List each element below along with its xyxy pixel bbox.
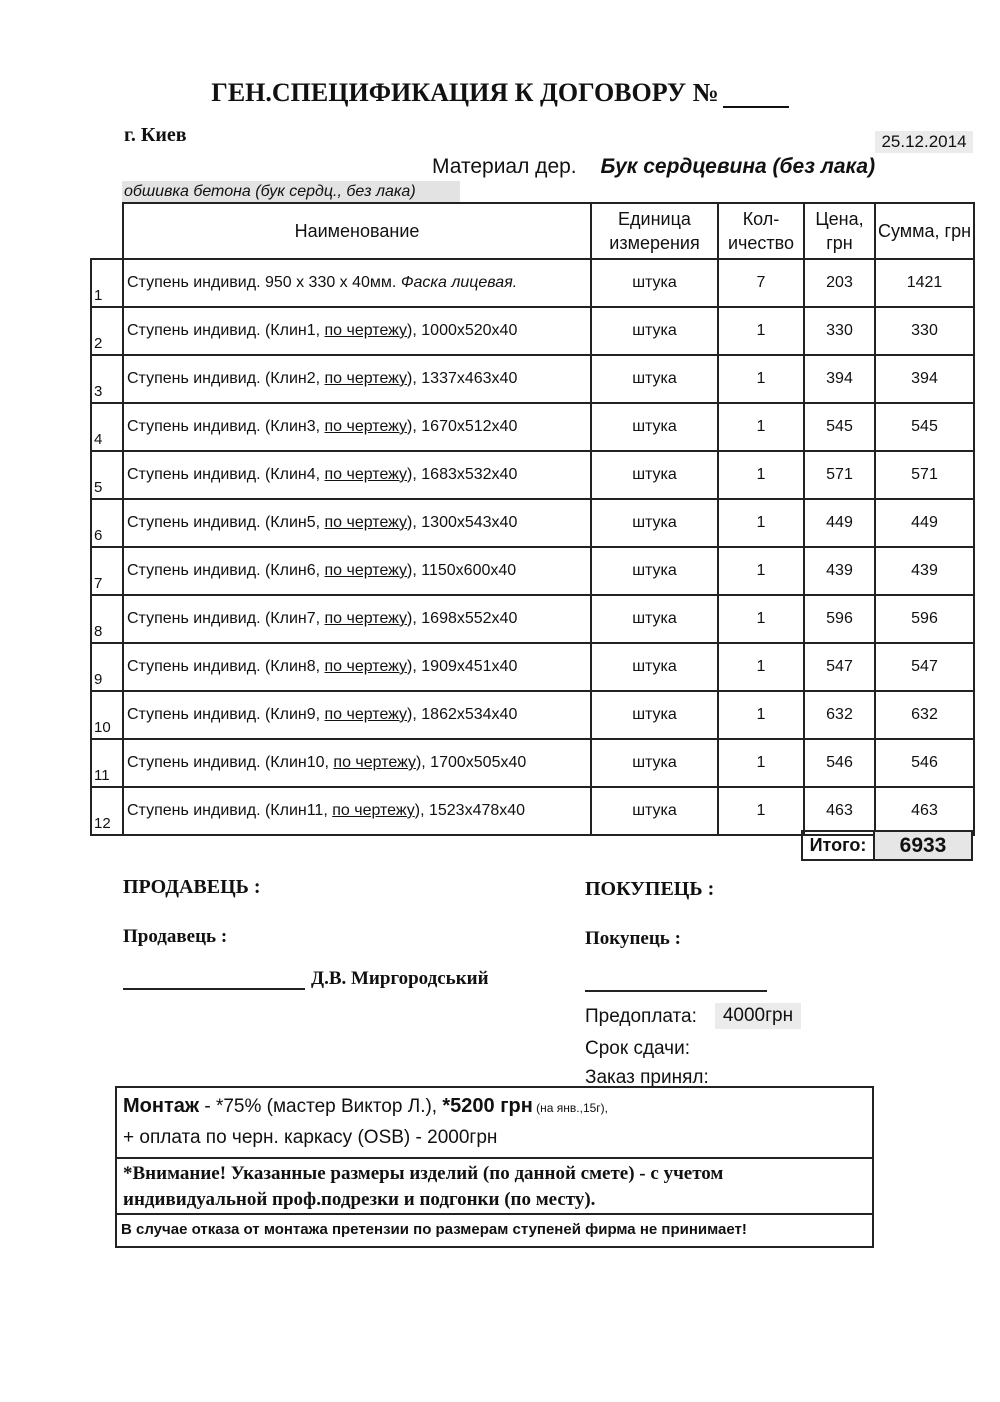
item-price: 545 [804, 403, 875, 451]
item-sum: 547 [875, 643, 974, 691]
item-sum: 1421 [875, 259, 974, 307]
item-sum: 546 [875, 739, 974, 787]
city: г. Киев [124, 124, 187, 146]
item-price: 547 [804, 643, 875, 691]
total-value: 6933 [875, 832, 971, 859]
item-note: Фаска лицевая. [400, 274, 518, 291]
item-sum: 449 [875, 499, 974, 547]
seller-heading: ПРОДАВЕЦЬ : [123, 876, 261, 898]
item-dimensions: ), 1300х543х40 [407, 514, 518, 531]
table-row [91, 499, 974, 547]
material-value: Бук сердцевина (без лака) [600, 155, 876, 178]
item-dimensions: ), 1862х534х40 [407, 706, 518, 723]
item-name [123, 451, 591, 499]
item-unit: штука [591, 643, 718, 691]
item-dimensions: ), 1523х478х40 [414, 802, 526, 819]
prepayment-label: Предоплата: [585, 1006, 697, 1027]
item-dimensions: ), 1000х520х40 [407, 322, 518, 339]
table-row [91, 451, 974, 499]
item-name [123, 355, 591, 403]
seller-signer-name: Д.В. Миргородський [311, 968, 489, 989]
item-price: 449 [804, 499, 875, 547]
row-number: 4 [91, 403, 123, 451]
table-header-row [91, 203, 974, 259]
row-number: 3 [91, 355, 123, 403]
item-name-text: Ступень индивид. (Клин4, [127, 466, 325, 483]
drawing-reference: по чертежу [332, 802, 415, 819]
table-row [91, 403, 974, 451]
installation-text: - *75% (мастер Виктор Л.), [199, 1096, 443, 1117]
drawing-reference: по чертежу [324, 706, 408, 723]
item-name-text: Ступень индивид. (Клин10, [127, 754, 334, 771]
header-qty: Кол-ичество [718, 203, 804, 259]
drawing-reference: по чертежу [324, 514, 408, 531]
item-sum: 571 [875, 451, 974, 499]
item-dimensions: ), 1700х505х40 [415, 754, 527, 771]
item-quantity: 1 [718, 547, 804, 595]
item-name [123, 643, 591, 691]
item-name [123, 499, 591, 547]
item-price: 203 [804, 259, 875, 307]
item-name [123, 739, 591, 787]
table-row [91, 787, 974, 835]
item-name-text: Ступень индивид. (Клин2, [127, 370, 325, 387]
item-dimensions: ), 1337х463х40 [407, 370, 518, 387]
row-number: 1 [91, 259, 123, 307]
item-quantity: 1 [718, 355, 804, 403]
item-sum: 330 [875, 307, 974, 355]
item-unit: штука [591, 403, 718, 451]
item-quantity: 1 [718, 787, 804, 835]
header-unit: Единица измерения [591, 203, 718, 259]
header-num [91, 203, 123, 259]
item-name-text: Ступень индивид. (Клин7, [127, 610, 325, 627]
item-sum: 463 [875, 787, 974, 835]
table-row [91, 307, 974, 355]
item-name-text: Ступень индивид. (Клин8, [127, 658, 325, 675]
item-quantity: 1 [718, 595, 804, 643]
table-row [91, 643, 974, 691]
row-number: 5 [91, 451, 123, 499]
drawing-reference: по чертежу [324, 466, 408, 483]
row-number: 7 [91, 547, 123, 595]
table-row [91, 259, 974, 307]
item-unit: штука [591, 547, 718, 595]
table-row [91, 547, 974, 595]
item-name [123, 787, 591, 835]
item-quantity: 1 [718, 691, 804, 739]
table-row [91, 691, 974, 739]
item-quantity: 1 [718, 307, 804, 355]
drawing-reference: по чертежу [324, 562, 408, 579]
row-number: 8 [91, 595, 123, 643]
item-name-text: Ступень индивид. (Клин6, [127, 562, 325, 579]
item-quantity: 1 [718, 499, 804, 547]
item-dimensions: ), 1698х552х40 [407, 610, 518, 627]
item-unit: штука [591, 739, 718, 787]
installation-frame-payment: + оплата по черн. каркасу (OSB) - 2000грн [123, 1127, 498, 1148]
drawing-reference: по чертежу [324, 418, 408, 435]
row-number: 11 [91, 739, 123, 787]
seller-subheading: Продавець : [123, 926, 228, 947]
item-price: 330 [804, 307, 875, 355]
item-name-text: Ступень индивид. (Клин5, [127, 514, 325, 531]
item-dimensions: ), 1670х512х40 [407, 418, 518, 435]
item-name [123, 691, 591, 739]
drawing-reference: по чертежу [324, 322, 408, 339]
buyer-subheading: Покупець : [585, 928, 681, 949]
installation-price: *5200 грн [442, 1095, 533, 1117]
item-quantity: 1 [718, 643, 804, 691]
item-price: 632 [804, 691, 875, 739]
specification-table [90, 202, 975, 836]
item-price: 571 [804, 451, 875, 499]
item-dimensions: ), 1683х532х40 [407, 466, 518, 483]
deadline-label: Срок сдачи: [585, 1038, 690, 1059]
drawing-reference: по чертежу [324, 610, 408, 627]
material-row [432, 155, 875, 179]
item-sum: 596 [875, 595, 974, 643]
total-box [801, 830, 973, 861]
material-label: Материал дер. [432, 155, 577, 178]
item-sum: 545 [875, 403, 974, 451]
row-number: 10 [91, 691, 123, 739]
item-sum: 439 [875, 547, 974, 595]
item-unit: штука [591, 787, 718, 835]
document-date: 25.12.2014 [875, 131, 973, 153]
table-row [91, 595, 974, 643]
total-label: Итого: [803, 832, 875, 859]
item-name-text: Ступень индивид. (Клин11, [127, 802, 333, 819]
notes-box [115, 1086, 874, 1248]
row-number: 9 [91, 643, 123, 691]
buyer-heading: ПОКУПЕЦЬ : [585, 878, 715, 900]
item-dimensions: ), 1909х451х40 [407, 658, 518, 675]
installation-note [117, 1088, 872, 1159]
sizes-warning: *Внимание! Указанные размеры изделий (по данной смете) - с учетом индивидуальной проф.подрезки и подгонки (по месту). [117, 1159, 872, 1215]
work-subtitle: обшивка бетона (бук сердц., без лака) [122, 181, 460, 202]
order-accepted-label: Заказ принял: [585, 1067, 709, 1088]
item-unit: штука [591, 499, 718, 547]
item-name-text: Ступень индивид. (Клин1, [127, 322, 325, 339]
row-number: 6 [91, 499, 123, 547]
item-unit: штука [591, 595, 718, 643]
item-quantity: 7 [718, 259, 804, 307]
item-name [123, 595, 591, 643]
table-row [91, 739, 974, 787]
item-unit: штука [591, 691, 718, 739]
row-number: 2 [91, 307, 123, 355]
item-price: 596 [804, 595, 875, 643]
buyer-signature-line [585, 990, 767, 992]
item-quantity: 1 [718, 739, 804, 787]
item-price: 463 [804, 787, 875, 835]
item-unit: штука [591, 259, 718, 307]
installation-label: Монтаж [123, 1095, 200, 1117]
header-price: Цена, грн [804, 203, 875, 259]
item-sum: 632 [875, 691, 974, 739]
header-name: Наименование [123, 203, 591, 259]
item-price: 546 [804, 739, 875, 787]
seller-signature-line [123, 988, 305, 990]
item-unit: штука [591, 307, 718, 355]
header-sum: Сумма, грн [875, 203, 974, 259]
refusal-notice: В случае отказа от монтажа претензии по размерам ступеней фирма не принимает! [121, 1221, 747, 1238]
item-name-text: Ступень индивид. (Клин3, [127, 418, 325, 435]
item-dimensions: ), 1150х600х40 [407, 562, 517, 579]
item-unit: штука [591, 451, 718, 499]
document-title: ГЕН.СПЕЦИФИКАЦИЯ К ДОГОВОРУ № [0, 78, 1000, 108]
item-name [123, 403, 591, 451]
item-quantity: 1 [718, 403, 804, 451]
item-name [123, 547, 591, 595]
item-unit: штука [591, 355, 718, 403]
item-name-text: Ступень индивид. (Клин9, [127, 706, 325, 723]
item-quantity: 1 [718, 451, 804, 499]
item-price: 394 [804, 355, 875, 403]
item-sum: 394 [875, 355, 974, 403]
drawing-reference: по чертежу [333, 754, 416, 771]
contract-number-blank [723, 84, 789, 108]
row-number: 12 [91, 787, 123, 835]
prepayment-value: 4000грн [715, 1003, 801, 1029]
item-name [123, 307, 591, 355]
item-name-text: Ступень индивид. 950 х 330 х 40мм. [127, 274, 401, 291]
item-name [123, 259, 591, 307]
installation-date-note: (на янв.,15г), [532, 1101, 609, 1115]
drawing-reference: по чертежу [324, 658, 408, 675]
drawing-reference: по чертежу [324, 370, 408, 387]
table-row [91, 355, 974, 403]
item-price: 439 [804, 547, 875, 595]
